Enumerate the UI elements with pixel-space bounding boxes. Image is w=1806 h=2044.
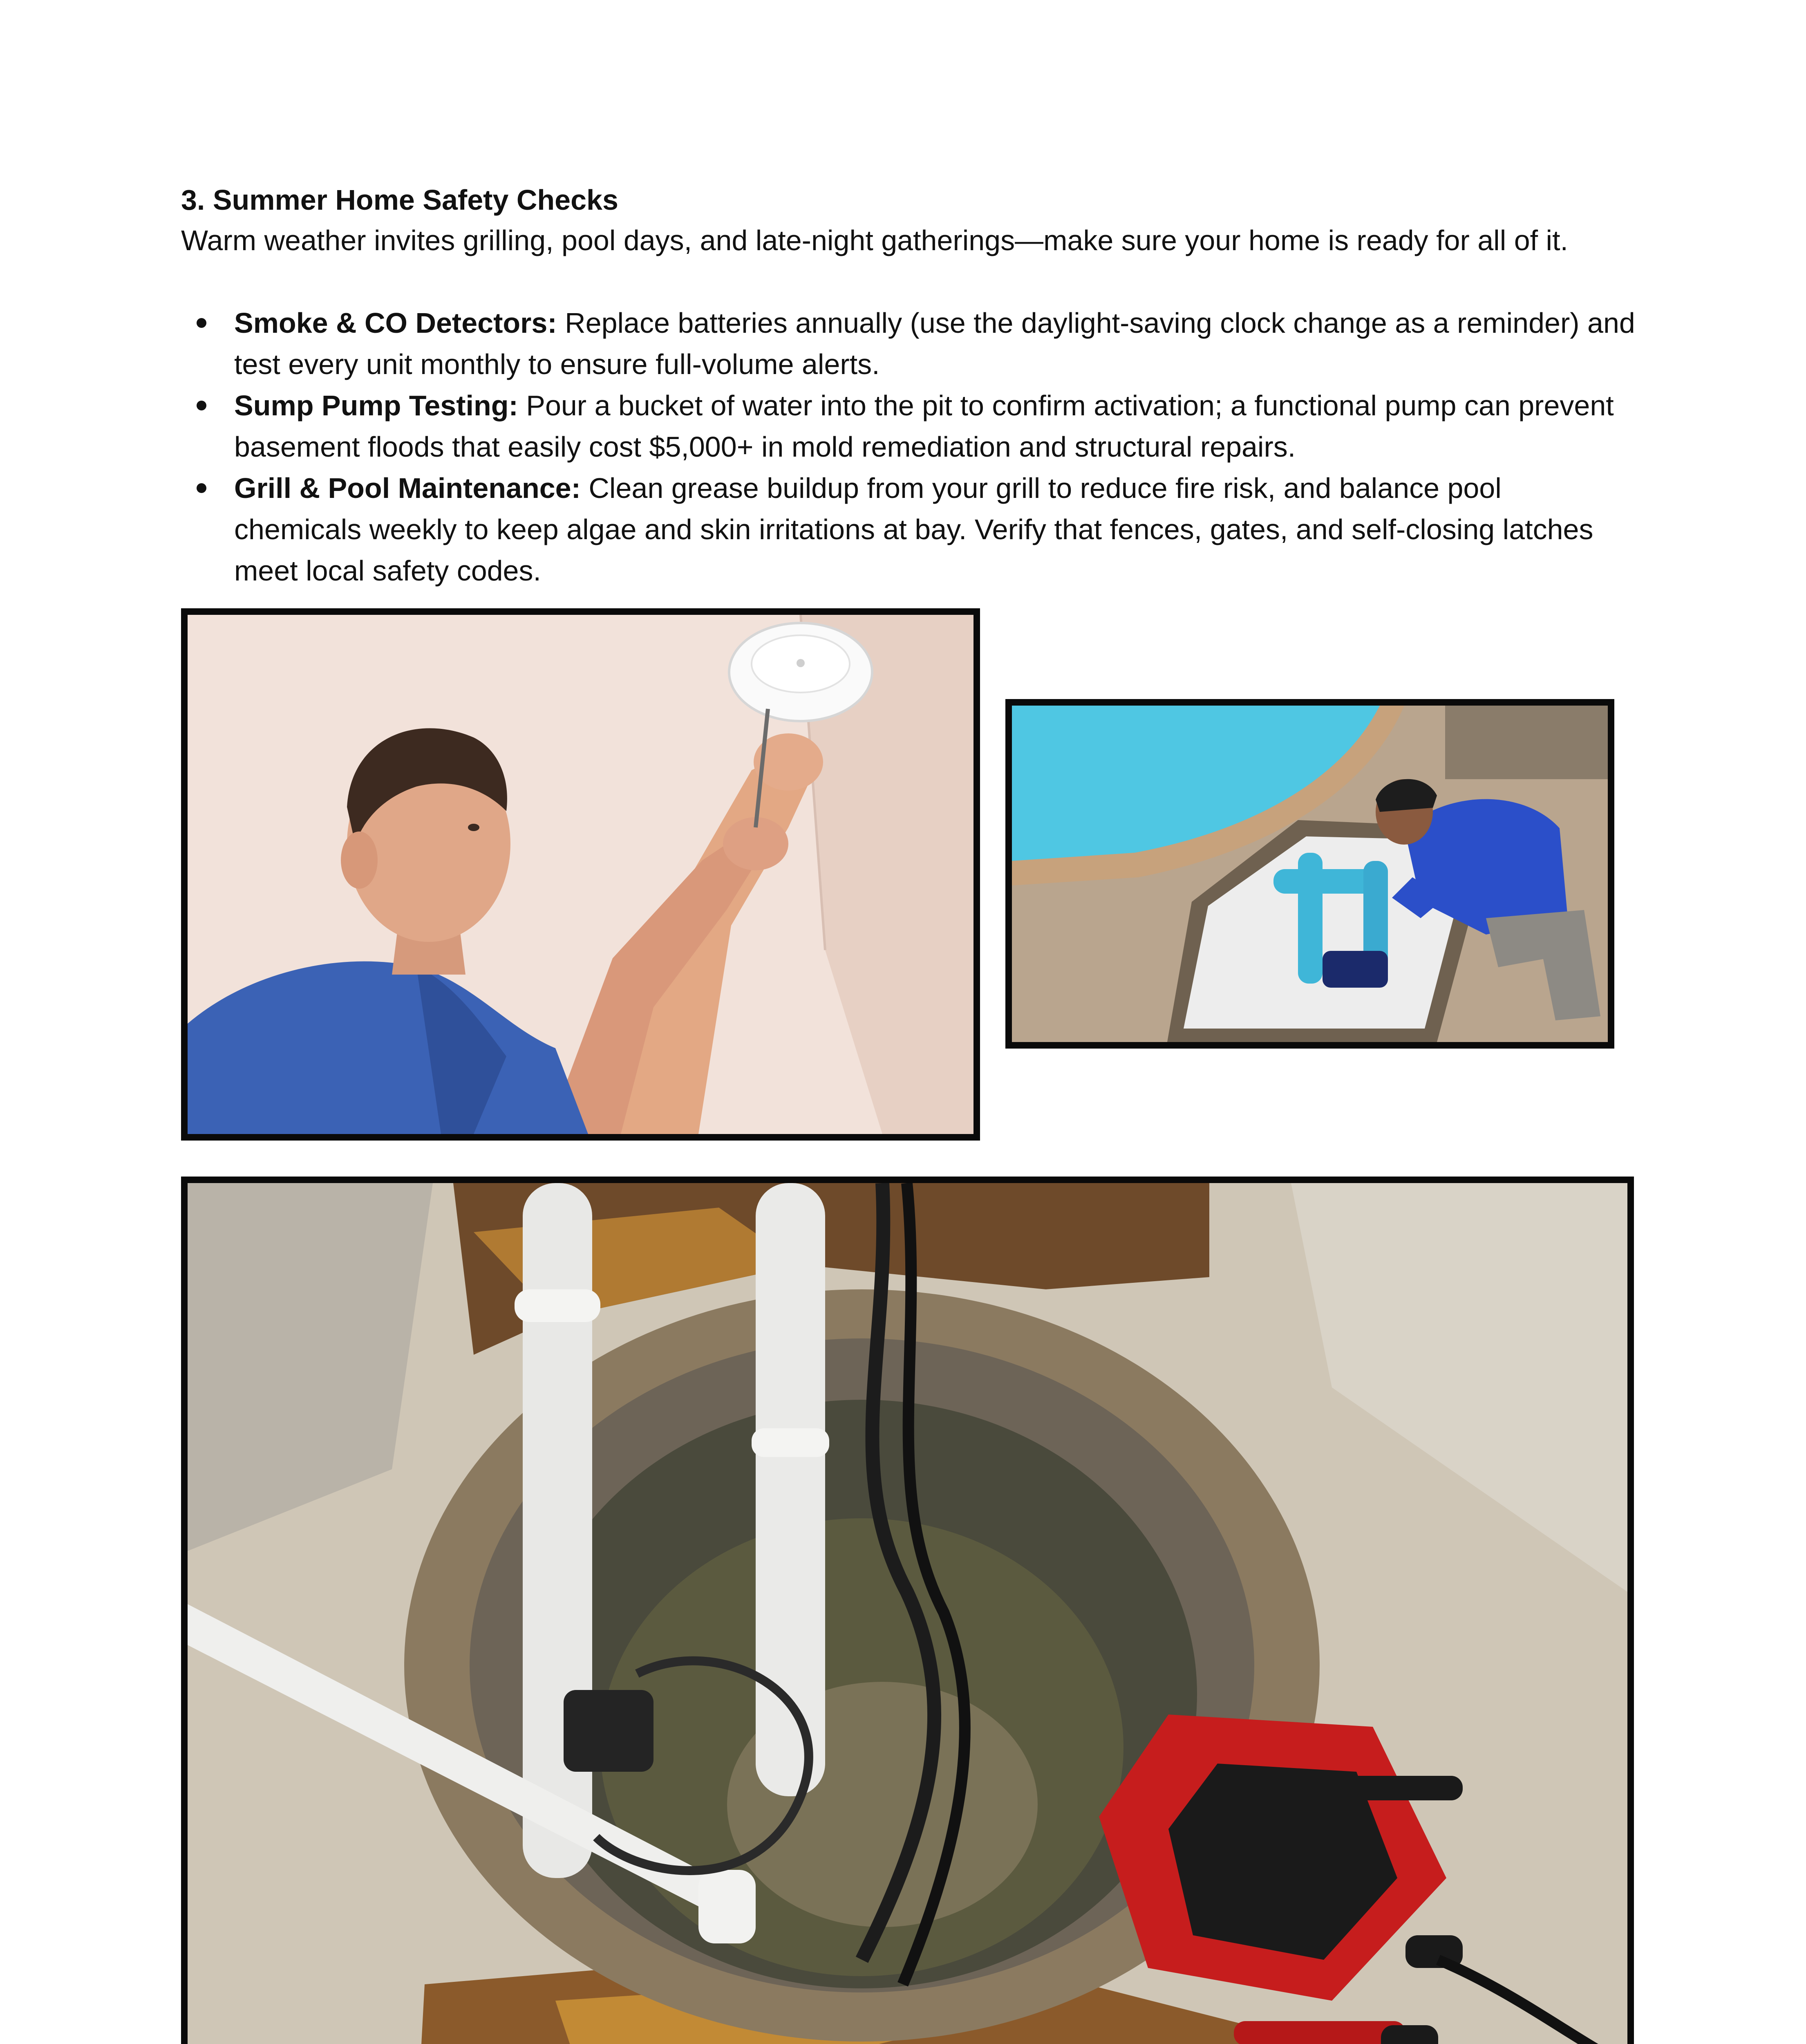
bullet-icon [197, 401, 206, 410]
safety-checklist [181, 303, 1636, 592]
section-heading: 3. Summer Home Safety Checks [181, 184, 618, 216]
list-item [181, 303, 1636, 385]
sump-pump-photo [181, 1177, 1634, 2044]
section-intro: Warm weather invites grilling, pool days, and late-night gatherings—make sure your home is ready for all of it. [181, 224, 1568, 256]
pool-pump-photo [1005, 699, 1614, 1049]
smoke-detector-photo [181, 608, 980, 1141]
list-item-text: Clean grease buildup from your grill to reduce fire risk, and balance pool chemicals weekly to keep algae and skin irritations at bay. Verify that fences, gates, and self-closing latches meet local safety codes. [234, 472, 1593, 587]
list-item [181, 385, 1636, 468]
list-item-label: Sump Pump Testing: [234, 390, 518, 421]
list-item-text: Replace batteries annually (use the daylight-saving clock change as a reminder) and test every unit monthly to ensure full-volume alerts. [234, 307, 1635, 380]
bullet-icon [197, 483, 206, 493]
list-item-label: Smoke & CO Detectors: [234, 307, 557, 339]
bullet-icon [197, 318, 206, 328]
list-item-text: Pour a bucket of water into the pit to confirm activation; a functional pump can prevent basement floods that easily cost $5,000+ in mold remediation and structural repairs. [234, 390, 1614, 463]
list-item [181, 468, 1636, 592]
list-item-label: Grill & Pool Maintenance: [234, 472, 581, 504]
